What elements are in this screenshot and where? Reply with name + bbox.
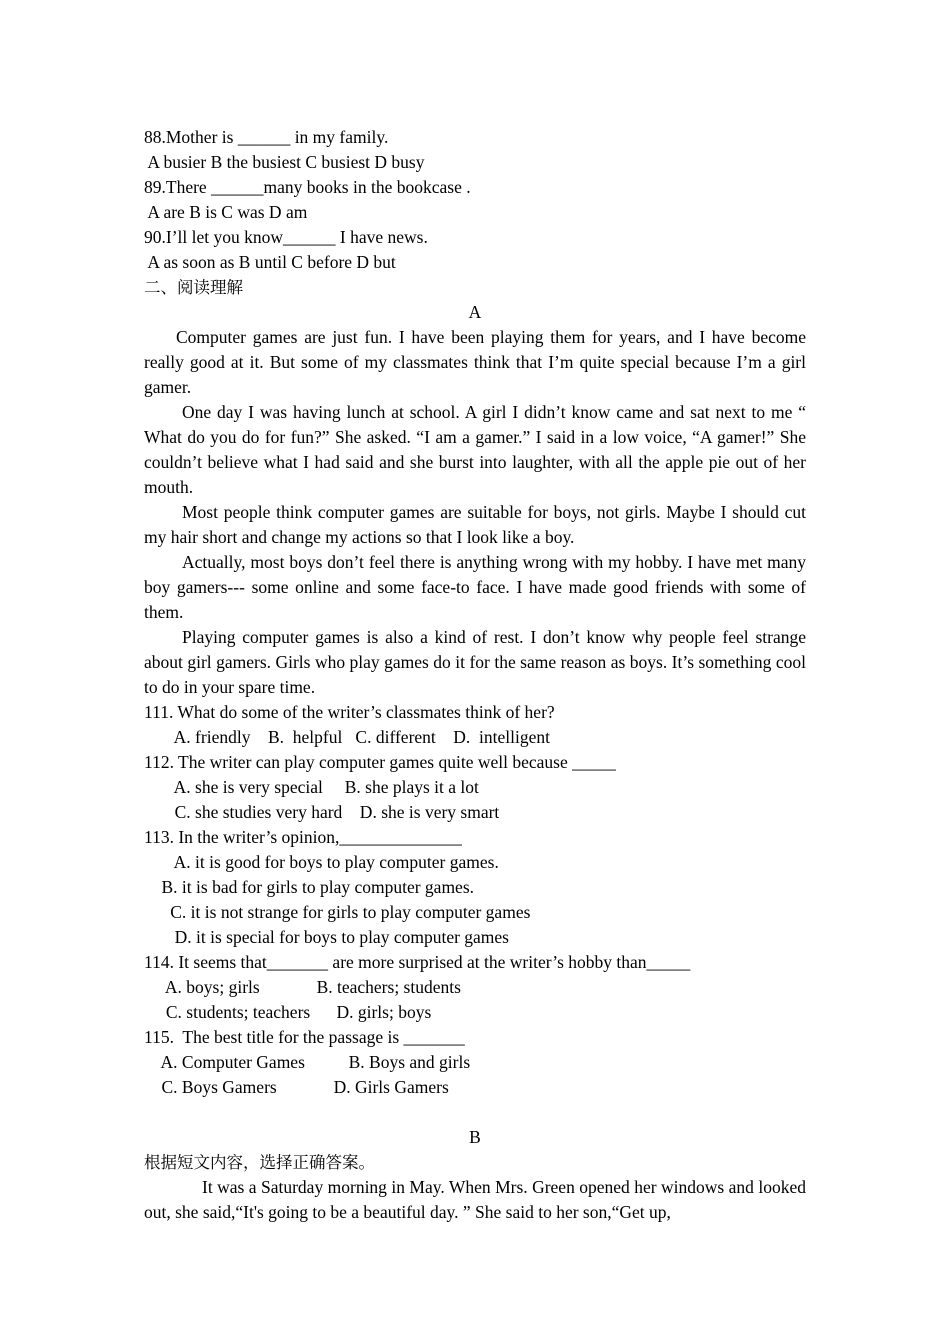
passage-a-paragraph: Computer games are just fun. I have been playing them for years, and I have become really good at it. But some of my classmates think that I’m quite special because I’m a girl gamer.: [144, 327, 806, 397]
question-113-options: D. it is special for boys to play computer games: [144, 927, 509, 947]
passage-a-paragraph: Most people think computer games are suitable for boys, not girls. Maybe I should cut my hair short and change my actions so that I look like a boy.: [144, 502, 806, 547]
question-112-options: A. she is very special B. she plays it a lot: [144, 777, 479, 797]
question-114-options: A. boys; girls B. teachers; students: [144, 977, 461, 997]
passage-a-paragraph: Playing computer games is also a kind of rest. I don’t know why people feel strange about girl gamers. Girls who play games do it for the same reason as boys. It’s something cool to do in your spare time.: [144, 627, 806, 697]
question-89-stem: 89.There ______many books in the bookcase .: [144, 177, 471, 197]
question-112-options: C. she studies very hard D. she is very smart: [144, 802, 500, 822]
question-113-stem: 113. In the writer’s opinion,______________: [144, 827, 462, 847]
passage-a-paragraph: Actually, most boys don’t feel there is anything wrong with my hobby. I have met many boy gamers--- some online and some face-to face. I have made good friends with some of them.: [144, 552, 806, 622]
passage-b-instruction: 根据短文内容，选择正确答案。: [144, 1153, 375, 1172]
question-111-options: A. friendly B. helpful C. different D. intelligent: [144, 727, 551, 747]
passage-b-paragraph: It was a Saturday morning in May. When Mrs. Green opened her windows and looked out, she said,“It's going to be a beautiful day. ” She said to her son,“Get up,: [144, 1177, 806, 1222]
question-113-options: C. it is not strange for girls to play computer games: [144, 902, 531, 922]
question-115-options: C. Boys Gamers D. Girls Gamers: [144, 1077, 449, 1097]
question-114-options: C. students; teachers D. girls; boys: [144, 1002, 432, 1022]
question-111-stem: 111. What do some of the writer’s classmates think of her?: [144, 702, 555, 722]
passage-a-paragraph: One day I was having lunch at school. A girl I didn’t know came and sat next to me “ What do you do for fun?” She asked. “I am a gamer.” I said in a low voice, “A gamer!” She couldn’t believe what I had said and she burst into laughter, with all the apple pie out of her mouth.: [144, 402, 806, 497]
question-90-stem: 90.I’ll let you know______ I have news.: [144, 227, 428, 247]
question-115-stem: 115. The best title for the passage is _______: [144, 1027, 465, 1047]
question-113-options: B. it is bad for girls to play computer games.: [144, 877, 475, 897]
question-88-options: A busier B the busiest C busiest D busy: [144, 152, 425, 172]
question-112-stem: 112. The writer can play computer games quite well because _____: [144, 752, 616, 772]
document-content: [144, 125, 806, 1225]
passage-b-label: B: [469, 1127, 481, 1147]
section-heading: 二、阅读理解: [144, 278, 243, 297]
question-88-stem: 88.Mother is ______ in my family.: [144, 127, 389, 147]
question-89-options: A are B is C was D am: [144, 202, 308, 222]
question-90-options: A as soon as B until C before D but: [144, 252, 396, 272]
spacer: [144, 1100, 806, 1125]
passage-a-label: A: [468, 302, 482, 322]
question-115-options: A. Computer Games B. Boys and girls: [144, 1052, 471, 1072]
question-114-stem: 114. It seems that_______ are more surprised at the writer’s hobby than_____: [144, 952, 691, 972]
question-113-options: A. it is good for boys to play computer games.: [144, 852, 499, 872]
